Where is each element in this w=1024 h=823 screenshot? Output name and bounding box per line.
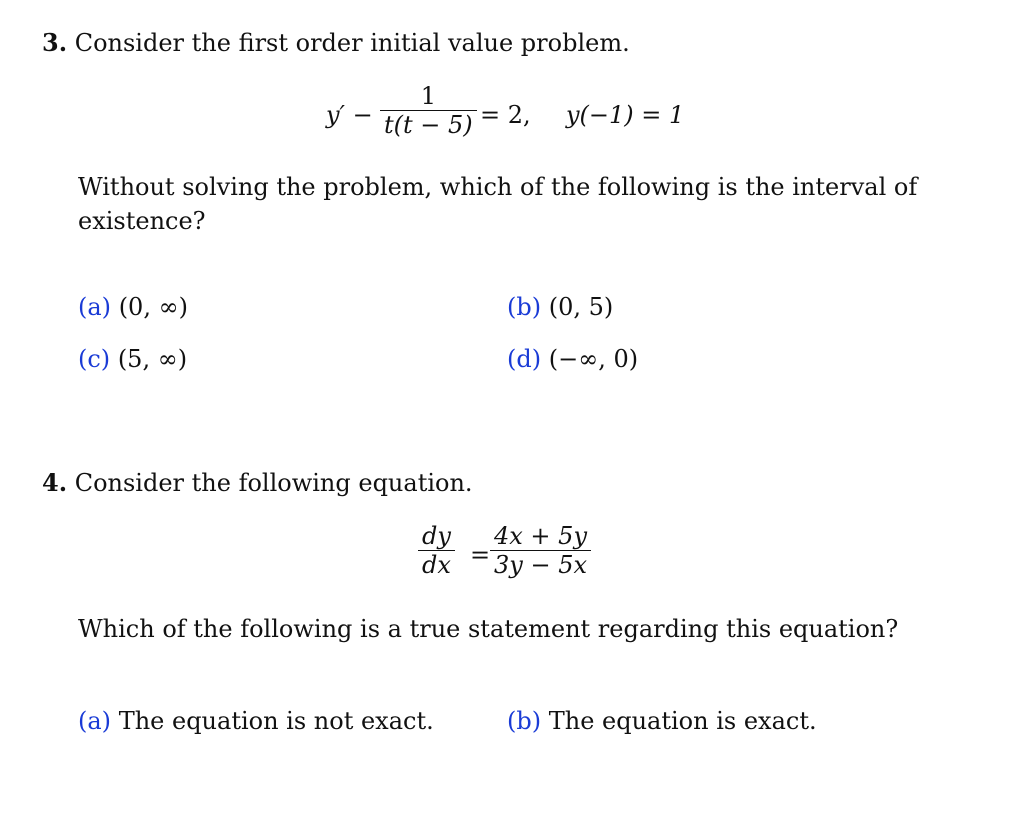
choice-value: The equation is exact. [548, 707, 817, 735]
question-3-text-line1: Without solving the problem, which of the following is the interval of [78, 173, 918, 201]
choice-value: (0, 5) [548, 293, 614, 321]
equation-lhs-fraction [418, 522, 455, 579]
equation-lhs: y′ − [326, 101, 373, 129]
equation-fraction [380, 82, 477, 139]
choice-value: (0, ∞) [118, 293, 188, 321]
fraction-denominator: dx [422, 551, 451, 579]
fraction-numerator: 4x + 5y [494, 522, 587, 550]
question-prompt: Consider the following equation. [74, 469, 473, 497]
fraction-denominator: 3y − 5x [494, 551, 587, 579]
equals-sign: = [470, 541, 491, 569]
choice-value: (5, ∞) [117, 345, 188, 373]
question-number: 4. [42, 468, 68, 497]
choice-value: (−∞, 0) [548, 345, 639, 373]
question-4-text: Which of the following is a true statement regarding this equation? [78, 615, 899, 643]
choice-a[interactable] [78, 292, 188, 322]
choice-label: (a) [78, 707, 112, 735]
choice-label: (a) [78, 293, 112, 321]
choice-d[interactable] [507, 344, 638, 374]
choice-value: The equation is not exact. [118, 707, 434, 735]
choice-a[interactable] [78, 706, 434, 736]
choice-label: (b) [507, 707, 542, 735]
equation-rhs-fraction [490, 522, 591, 579]
choice-c[interactable] [78, 344, 187, 374]
choice-label: (b) [507, 293, 542, 321]
question-3-header [42, 28, 630, 58]
question-3-text-line2: existence? [78, 207, 206, 235]
equation-rhs: = 2, [480, 101, 531, 129]
question-number: 3. [42, 28, 68, 57]
choice-label: (d) [507, 345, 542, 373]
fraction-denominator: t(t − 5) [384, 111, 473, 139]
fraction-numerator: dy [422, 522, 451, 550]
question-4-header [42, 468, 473, 498]
choice-b[interactable] [507, 706, 817, 736]
initial-condition: y(−1) = 1 [566, 101, 685, 129]
choice-label: (c) [78, 345, 111, 373]
question-prompt: Consider the first order initial value problem. [74, 29, 630, 57]
fraction-numerator: 1 [420, 82, 436, 110]
choice-b[interactable] [507, 292, 613, 322]
